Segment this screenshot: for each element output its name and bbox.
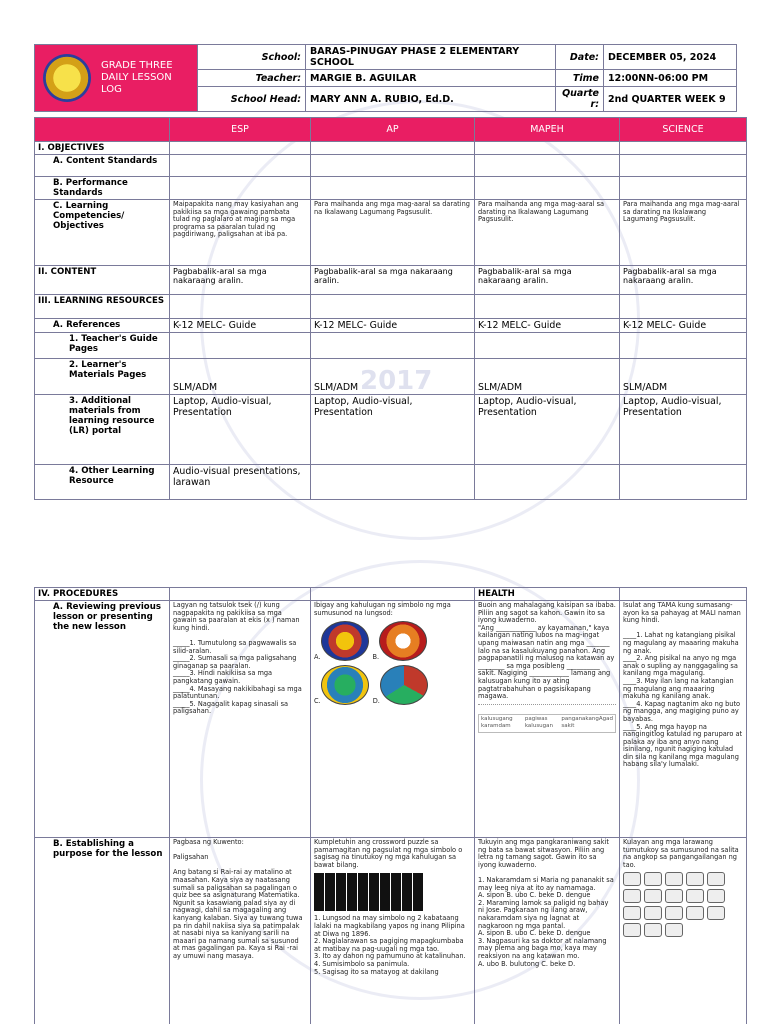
- quarter-label: Quarte r:: [556, 87, 604, 112]
- header-table: [34, 44, 737, 112]
- row-other-resource: 4. Other Learning Resource: [35, 465, 170, 500]
- teacher-label: Teacher:: [198, 70, 306, 87]
- row-performance-standards: B. Performance Standards: [35, 177, 170, 200]
- procedures-grid: [34, 587, 747, 1024]
- word-bank-item: pagiwas kalusugan: [524, 715, 554, 730]
- health-label: HEALTH: [475, 588, 620, 601]
- row-objectives: I. OBJECTIVES: [35, 142, 170, 155]
- clothing-pictures: [623, 889, 743, 903]
- slm-ap: SLM/ADM: [311, 359, 475, 395]
- content-ap: Pagbabalik-aral sa mga nakaraang aralin.: [311, 266, 475, 295]
- review-ap-cell: [311, 601, 475, 838]
- date-value: DECEMBER 05, 2024: [604, 45, 737, 70]
- row-learning-resources: III. LEARNING RESOURCES: [35, 295, 170, 319]
- row-additional-materials: 3. Additional materials from learning resource (LR) portal: [35, 395, 170, 465]
- row-establishing: B. Establishing a purpose for the lesson: [35, 838, 170, 1024]
- laptop-science: Laptop, Audio-visual, Presentation: [620, 395, 747, 465]
- slm-mapeh: SLM/ADM: [475, 359, 620, 395]
- seal-label-b: B.: [372, 652, 380, 661]
- ref-science: K-12 MELC- Guide: [620, 319, 747, 333]
- row-learning-competencies: C. Learning Competencies/ Objectives: [35, 200, 170, 266]
- log-title: GRADE THREE DAILY LESSON LOG: [101, 60, 173, 95]
- row-references: A. References: [35, 319, 170, 333]
- word-bank-item: kalusugang karamdam: [481, 715, 513, 730]
- quarter-value: 2nd QUARTER WEEK 9: [604, 87, 737, 112]
- competency-mapeh: Para maihanda ang mga mag-aaral sa darating na Ikalawang Lagumang Pagsusulit.: [475, 200, 620, 266]
- row-procedures: IV. PROCEDURES: [35, 588, 170, 601]
- establish-science-cell: [620, 838, 747, 1024]
- row-learners-materials: 2. Learner's Materials Pages: [35, 359, 170, 395]
- content-science: Pagbabalik-aral sa mga nakaraang aralin.: [620, 266, 747, 295]
- log-title-cell: [35, 45, 198, 112]
- time-value: 12:00NN-06:00 PM: [604, 70, 737, 87]
- establish-science: Kulayan ang mga larawang tumutukoy sa sumusunod na salita na angkop sa pangangailangan ng tao.: [623, 838, 739, 869]
- school-head-name: MARY ANN A. RUBIO, Ed.D.: [306, 87, 556, 112]
- establish-esp: Pagbasa ng Kuwento: Paligsahan Ang batang si Rai-rai ay matalino at maasahan. Kaya siya ay naatasang sumali sa paligsahan sa pagalingan o quiz bee sa asignaturang Matematika. Ngunit sa kasawiang palad siya ay di nagwagi, dahil sa magagaling ang kanyang kalaban. Siya ay tuwang tuwa pa rin dahil nakiisa siya sa patimpalak at nasabi niya sa kaniyang sarili na maaari pa namang sumali sa susunod at mas gagalingan pa. Kaya si Rai -rai ay umuwi nang masaya.: [170, 838, 311, 1024]
- subject-esp: ESP: [170, 118, 311, 142]
- subject-science: SCIENCE: [620, 118, 747, 142]
- laptop-esp: Laptop, Audio-visual, Presentation: [170, 395, 311, 465]
- other-esp: Audio-visual presentations, larawan: [170, 465, 311, 500]
- lesson-grid: [34, 117, 747, 500]
- establish-ap-list: 1. Lungsod na may simbolo ng 2 kabataang lalaki na magkabilang yapos ng inang Pilipina at Diwa ng 1896. 2. Naglalarawan sa pagiging mapagkumbaba at matibay na pag-uugali ng mga tao. 3. Ito ay dahon ng pamumuno at katalinuhan. 4. Sumisimbolo sa panimula. 5. Sagisag ito sa matayog at dakilang: [314, 914, 466, 976]
- crossword-puzzle-icon: [314, 873, 424, 911]
- city-seal-c-icon: [321, 665, 369, 705]
- establish-health: Tukuyin ang mga pangkaraniwang sakit ng bata sa bawat sitwasyon. Piliin ang letra ng tamang sagot. Gawin ito sa iyong kuwaderno. 1. Nakaramdam si Maria ng pananakit sa may leeg niya at ito ay namamaga. A. sipon B. ubo C. beke D. dengue 2. Maraming lamok sa paligid ng bahay ni Jose. Pagkaraan ng ilang araw, nakaramdam siya ng lagnat at nagkaroon ng mga pantal. A. sipon B. ubo C. beke D. dengue 3. Nagpasuri ka sa doktor at nalamang may plema ang baga mo, kaya may reaksiyon na ang katawan mo. A. ubo B. bulutong C. beke D.: [475, 838, 620, 1024]
- shelter-pictures: [623, 906, 743, 920]
- word-bank: [478, 714, 616, 733]
- slm-science: SLM/ADM: [620, 359, 747, 395]
- deped-logo-icon: [43, 54, 91, 102]
- laptop-mapeh: Laptop, Audio-visual, Presentation: [475, 395, 620, 465]
- school-name: BARAS-PINUGAY PHASE 2 ELEMENTARY SCHOOL: [306, 45, 556, 70]
- corner-cell: [35, 118, 170, 142]
- city-seals: [314, 621, 471, 705]
- seal-label-c: C.: [314, 696, 321, 705]
- subject-mapeh: MAPEH: [475, 118, 620, 142]
- row-content: II. CONTENT: [35, 266, 170, 295]
- watermark-year: 2017: [360, 366, 433, 396]
- ref-mapeh: K-12 MELC- Guide: [475, 319, 620, 333]
- teacher-name: MARGIE B. AGUILAR: [306, 70, 556, 87]
- date-label: Date:: [556, 45, 604, 70]
- review-health: Buoin ang mahalagang kaisipan sa ibaba. Piliin ang sagot sa kahon. Gawin ito sa iyong kuwaderno. "Ang ____________ ay kayamanan," kaya kailangan nating lubos na mag-ingat upang maiwasan natin ang mga _______ lalo na sa kasalukuyang panahon. Ang pagpapanatili ng malusog na katawan ay ________ sa mga posibleng __________ sakit. Nagiging ____________ lamang ang kalusugan kung ito ay ating pagtatrabahuhan o pagsisikapang magawa.: [478, 601, 616, 701]
- school-head-label: School Head:: [198, 87, 306, 112]
- subject-ap: AP: [311, 118, 475, 142]
- review-ap: Ibigay ang kahulugan ng simbolo ng mga sumusunod na lungsod:: [314, 601, 451, 617]
- school-label: School:: [198, 45, 306, 70]
- word-bank-item: Agad: [598, 715, 613, 722]
- review-esp: Lagyan ng tatsulok tsek (/) kung nagpapakita ng pakikiisa sa mga gawain sa paaralan at ekis (x ) naman kung hindi. _____1. Tumutulong sa pagwawalis sa silid-aralan. _____2. Sumasali sa mga paligsahang ginaganap sa paaralan. _____3. Hindi nakikiisa sa mga pangkatang gawain. _____4. Masayang nakikibahagi sa mga palatuntunan. _____5. Nagagalit kapag sinasali sa paligsahan.: [170, 601, 311, 838]
- competency-science: Para maihanda ang mga mag-aaral sa darating na Ikalawang Lagumang Pagsusulit.: [620, 200, 747, 266]
- house-pictures: [623, 923, 743, 937]
- content-esp: Pagbabalik-aral sa mga nakaraang aralin.: [170, 266, 311, 295]
- review-health-cell: [475, 601, 620, 838]
- city-seal-b-icon: [379, 621, 427, 661]
- slm-esp: SLM/ADM: [170, 359, 311, 395]
- content-mapeh: Pagbabalik-aral sa mga nakaraang aralin.: [475, 266, 620, 295]
- laptop-ap: Laptop, Audio-visual, Presentation: [311, 395, 475, 465]
- seal-label-a: A.: [314, 652, 321, 661]
- competency-ap: Para maihanda ang mga mag-aaral sa darating na Ikalawang Lagumang Pagsusulit.: [311, 200, 475, 266]
- row-content-standards: A. Content Standards: [35, 155, 170, 177]
- food-pictures: [623, 872, 743, 886]
- establish-ap-cell: [311, 838, 475, 1024]
- city-seal-a-icon: [321, 621, 369, 661]
- review-science: Isulat ang TAMA kung sumasang-ayon ka sa pahayag at MALI naman kung hindi. ____1. Lahat ng katangiang pisikal ng magulang ay maaaring makuha ng anak. ____2. Ang pisikal na anyo ng mga anak o supling ay nanggagaling sa kanilang mga magulang. ____3. May ilan lang na katangian ng magulang ang maaaring makuha ng kanilang anak. ____4. Kapag nagtanim ako ng buto ng mangga, ang magiging puno ay bayabas. ____5. Ang mga hayop na nangingitlog katulad ng paruparo at palaka ay iba ang anyo nang isinilang, ngunit nagiging katulad din sila ng kanilang mga magulang habang sila'y lumalaki.: [620, 601, 747, 838]
- city-seal-d-icon: [380, 665, 428, 705]
- row-reviewing: A. Reviewing previous lesson or presenting the new lesson: [35, 601, 170, 838]
- ref-ap: K-12 MELC- Guide: [311, 319, 475, 333]
- establish-ap: Kumpletuhin ang crossword puzzle sa pamamagitan ng pagsulat ng mga simbolo o sagisag na tinutukoy ng mga kahulugan sa bawat bilang.: [314, 838, 463, 869]
- competency-esp: Maipapakita nang may kasiyahan ang pakikiisa sa mga gawaing pambata tulad ng paglalaro at maging sa mga programa sa paaralan tulad ng pagdiriwang, paligsahan at iba pa.: [170, 200, 311, 266]
- seal-label-d: D.: [372, 696, 380, 705]
- ref-esp: K-12 MELC- Guide: [170, 319, 311, 333]
- time-label: Time: [556, 70, 604, 87]
- row-teachers-guide: 1. Teacher's Guide Pages: [35, 333, 170, 359]
- word-bank-item: panganakang sakit: [561, 715, 599, 730]
